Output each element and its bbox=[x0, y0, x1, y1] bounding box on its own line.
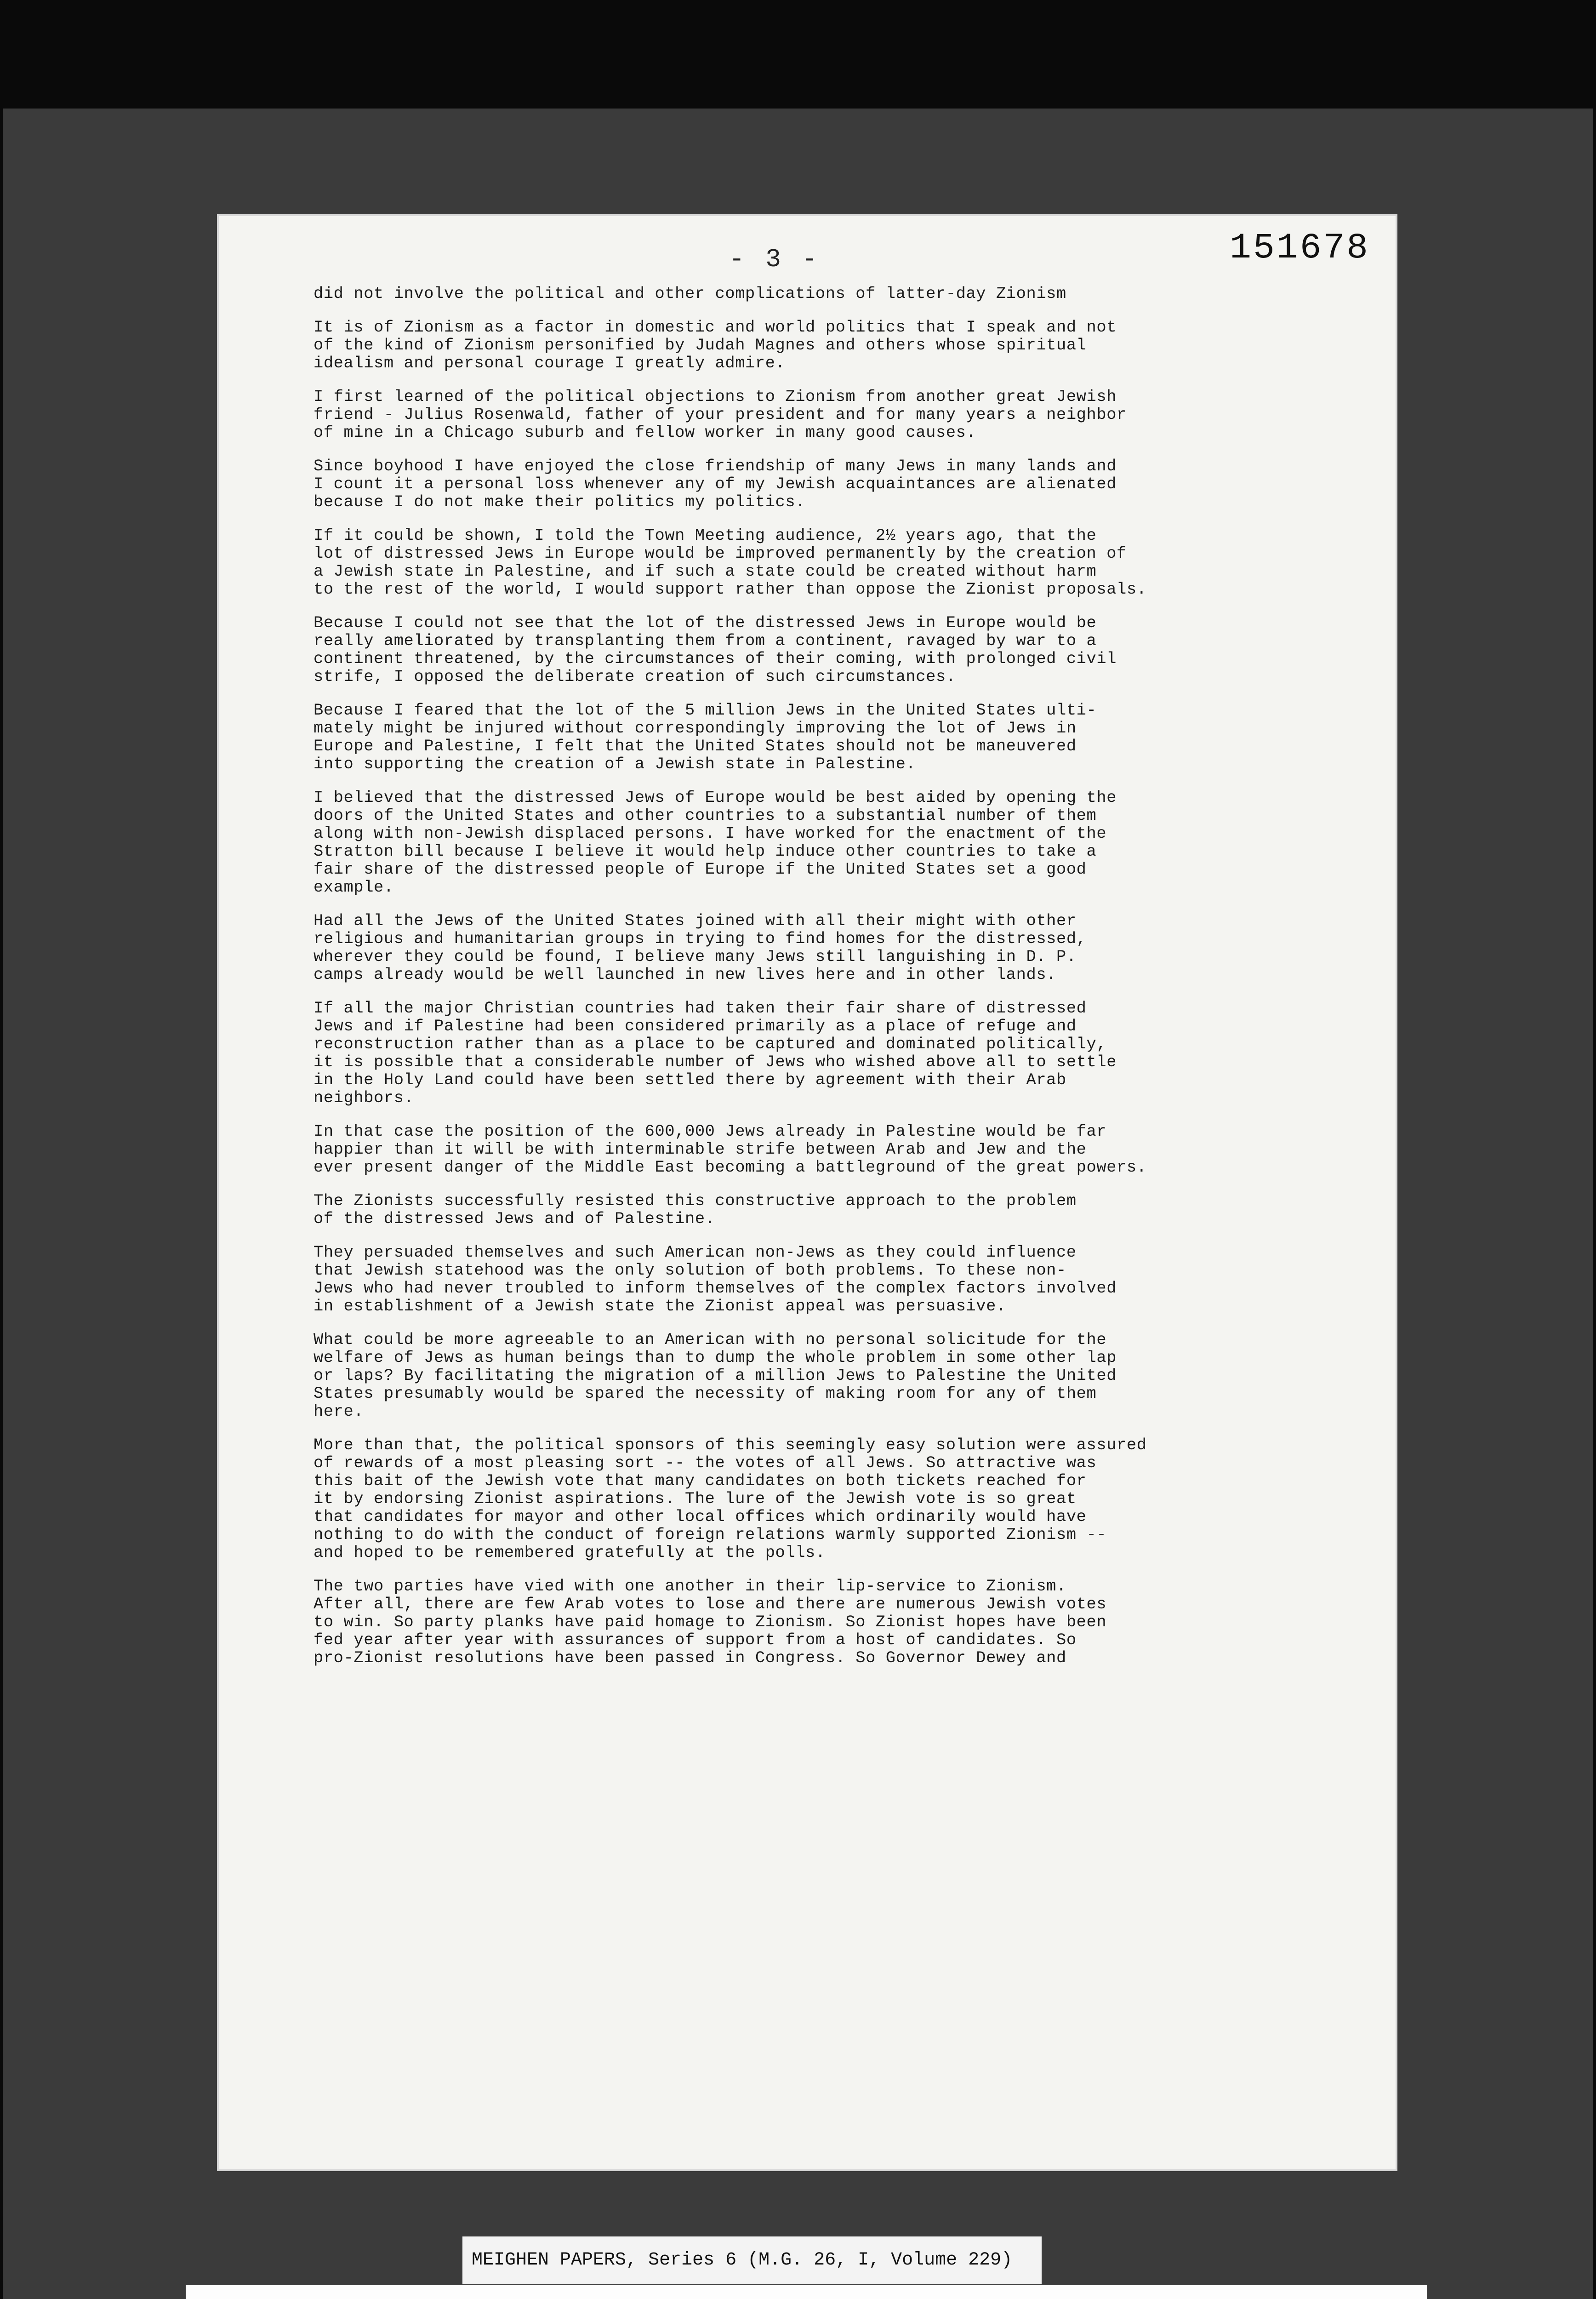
text-line: a Jewish state in Palestine, and if such a state could be created without harm bbox=[314, 562, 1097, 581]
text-line: example. bbox=[314, 878, 394, 897]
letter-paragraph bbox=[314, 702, 1371, 773]
text-line: wherever they could be found, I believe many Jews still languishing in D. P. bbox=[314, 948, 1077, 966]
text-line: happier than it will be with interminable strife between Arab and Jew and the bbox=[314, 1140, 1087, 1159]
letter-paragraph bbox=[314, 1331, 1371, 1421]
archive-stamp-number: 151678 bbox=[1230, 228, 1370, 269]
text-line: because I do not make their politics my politics. bbox=[314, 493, 806, 511]
text-line: mately might be injured without correspondingly improving the lot of Jews in bbox=[314, 719, 1077, 738]
letter-paragraph bbox=[314, 285, 1371, 303]
text-line: of the distressed Jews and of Palestine. bbox=[314, 1210, 715, 1228]
text-line: More than that, the political sponsors of this seemingly easy solution were assured bbox=[314, 1436, 1147, 1454]
text-line: I believed that the distressed Jews of Europe would be best aided by opening the bbox=[314, 789, 1117, 807]
text-line: welfare of Jews as human beings than to dump the whole problem in some other lap bbox=[314, 1349, 1117, 1367]
text-line: nothing to do with the conduct of foreign relations warmly supported Zionism -- bbox=[314, 1526, 1107, 1544]
letter-paragraph bbox=[314, 789, 1371, 897]
text-line: fed year after year with assurances of support from a host of candidates. So bbox=[314, 1631, 1077, 1649]
text-line: or laps? By facilitating the migration of a million Jews to Palestine the United bbox=[314, 1367, 1117, 1385]
text-line: After all, there are few Arab votes to lose and there are numerous Jewish votes bbox=[314, 1595, 1107, 1613]
text-line: continent threatened, by the circumstances of their coming, with prolonged civil bbox=[314, 650, 1117, 668]
text-line: Jews who had never troubled to inform themselves of the complex factors involved bbox=[314, 1279, 1117, 1298]
text-line: In that case the position of the 600,000 Jews already in Palestine would be far bbox=[314, 1122, 1107, 1141]
text-line: Because I could not see that the lot of the distressed Jews in Europe would be bbox=[314, 614, 1097, 632]
text-line: it is possible that a considerable number of Jews who wished above all to settle bbox=[314, 1053, 1117, 1071]
text-line: along with non-Jewish displaced persons. I have worked for the enactment of the bbox=[314, 824, 1107, 843]
text-line: to win. So party planks have paid homage to Zionism. So Zionist hopes have been bbox=[314, 1613, 1107, 1631]
letter-paragraph bbox=[314, 1123, 1371, 1177]
letter-paragraph bbox=[314, 614, 1371, 686]
collection-caption: MEIGHEN PAPERS, Series 6 (M.G. 26, I, Volume 229) bbox=[462, 2236, 1042, 2284]
text-line: religious and humanitarian groups in trying to find homes for the distressed, bbox=[314, 930, 1087, 948]
letter-paragraph bbox=[314, 1244, 1371, 1315]
text-line: The two parties have vied with one another in their lip-service to Zionism. bbox=[314, 1577, 1066, 1596]
text-line: Because I feared that the lot of the 5 million Jews in the United States ulti- bbox=[314, 701, 1097, 720]
letter-paragraph bbox=[314, 1578, 1371, 1667]
public-archives-card bbox=[186, 2285, 1427, 2299]
text-line: Stratton bill because I believe it would help induce other countries to take a bbox=[314, 842, 1097, 861]
letter-paragraph bbox=[314, 1192, 1371, 1228]
text-line: did not involve the political and other complications of latter-day Zionism bbox=[314, 285, 1066, 303]
text-line: reconstruction rather than as a place to be captured and dominated politically, bbox=[314, 1035, 1107, 1053]
text-line: and hoped to be remembered gratefully at the polls. bbox=[314, 1544, 826, 1562]
letter-paragraph bbox=[314, 527, 1371, 599]
text-line: of rewards of a most pleasing sort -- the votes of all Jews. So attractive was bbox=[314, 1454, 1097, 1472]
page-number: - 3 - bbox=[729, 245, 821, 274]
text-line: of the kind of Zionism personified by Judah Magnes and others whose spiritual bbox=[314, 336, 1087, 355]
text-line: strife, I opposed the deliberate creation of such circumstances. bbox=[314, 668, 956, 686]
letter-paragraph bbox=[314, 912, 1371, 984]
letter-paragraph bbox=[314, 319, 1371, 372]
text-line: ever present danger of the Middle East becoming a battleground of the great powers. bbox=[314, 1158, 1147, 1177]
text-line: it by endorsing Zionist aspirations. The lure of the Jewish vote is so great bbox=[314, 1490, 1077, 1508]
text-line: neighbors. bbox=[314, 1089, 414, 1107]
text-line: of mine in a Chicago suburb and fellow worker in many good causes. bbox=[314, 423, 976, 442]
text-line: lot of distressed Jews in Europe would be improved permanently by the creation of bbox=[314, 544, 1127, 563]
text-line: here. bbox=[314, 1402, 364, 1421]
text-line: this bait of the Jewish vote that many candidates on both tickets reached for bbox=[314, 1472, 1087, 1490]
text-line: Had all the Jews of the United States joined with all their might with other bbox=[314, 912, 1077, 930]
text-line: Jews and if Palestine had been considered primarily as a place of refuge and bbox=[314, 1017, 1077, 1035]
text-line: pro-Zionist resolutions have been passed in Congress. So Governor Dewey and bbox=[314, 1649, 1066, 1667]
letter-paragraph bbox=[314, 388, 1371, 442]
typed-letter-page bbox=[219, 216, 1396, 2169]
text-line: that candidates for mayor and other local offices which ordinarily would have bbox=[314, 1508, 1087, 1526]
text-line: I first learned of the political objections to Zionism from another great Jewish bbox=[314, 388, 1117, 406]
text-line: to the rest of the world, I would support rather than oppose the Zionist proposals. bbox=[314, 580, 1147, 599]
text-line: idealism and personal courage I greatly admire. bbox=[314, 354, 786, 372]
text-line: It is of Zionism as a factor in domestic and world politics that I speak and not bbox=[314, 318, 1117, 337]
text-line: Europe and Palestine, I felt that the United States should not be maneuvered bbox=[314, 737, 1077, 755]
text-line: I count it a personal loss whenever any of my Jewish acquaintances are alienated bbox=[314, 475, 1117, 493]
text-line: doors of the United States and other countries to a substantial number of them bbox=[314, 806, 1097, 825]
text-line: They persuaded themselves and such American non-Jews as they could influence bbox=[314, 1243, 1077, 1262]
text-line: States presumably would be spared the necessity of making room for any of them bbox=[314, 1384, 1097, 1403]
text-line: fair share of the distressed people of Europe if the United States set a good bbox=[314, 860, 1087, 879]
text-line: friend - Julius Rosenwald, father of your president and for many years a neighbor bbox=[314, 406, 1127, 424]
letter-paragraph bbox=[314, 458, 1371, 511]
text-line: that Jewish statehood was the only solution of both problems. To these non- bbox=[314, 1261, 1066, 1280]
text-line: camps already would be well launched in new lives here and in other lands. bbox=[314, 966, 1056, 984]
text-line: The Zionists successfully resisted this constructive approach to the problem bbox=[314, 1192, 1077, 1210]
text-line: into supporting the creation of a Jewish state in Palestine. bbox=[314, 755, 916, 773]
text-line: in the Holy Land could have been settled there by agreement with their Arab bbox=[314, 1071, 1066, 1089]
text-line: Since boyhood I have enjoyed the close friendship of many Jews in many lands and bbox=[314, 457, 1117, 475]
text-line: in establishment of a Jewish state the Zionist appeal was persuasive. bbox=[314, 1297, 1006, 1315]
text-line: If it could be shown, I told the Town Meeting audience, 2½ years ago, that the bbox=[314, 526, 1097, 545]
text-line: If all the major Christian countries had taken their fair share of distressed bbox=[314, 999, 1087, 1018]
text-line: What could be more agreeable to an American with no personal solicitude for the bbox=[314, 1331, 1107, 1349]
letter-paragraph bbox=[314, 1000, 1371, 1107]
text-line: really ameliorated by transplanting them from a continent, ravaged by war to a bbox=[314, 632, 1097, 650]
letter-paragraph bbox=[314, 1436, 1371, 1562]
letter-body bbox=[314, 285, 1371, 1683]
